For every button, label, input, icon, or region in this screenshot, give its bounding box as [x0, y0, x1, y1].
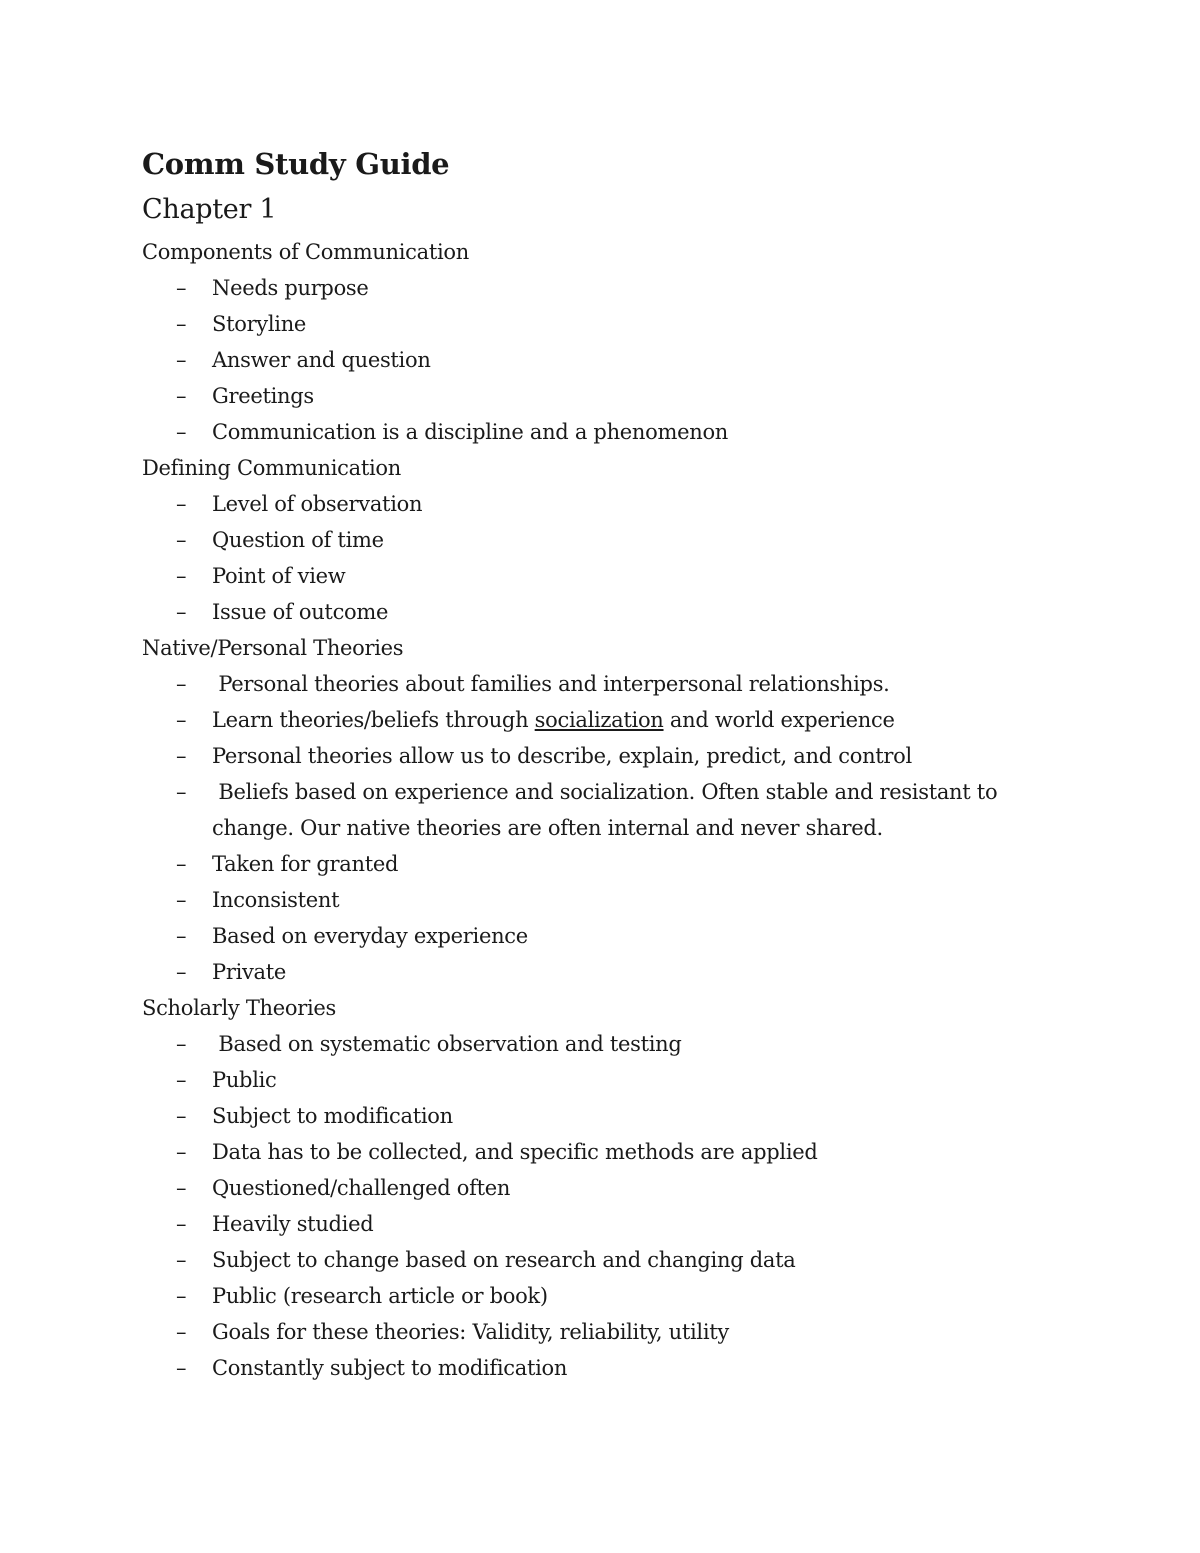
- list-item-text: Point of view: [212, 564, 346, 588]
- dash-bullet: –: [176, 312, 187, 336]
- list-item: [142, 774, 1012, 846]
- list-item: [142, 738, 1012, 774]
- dash-bullet: –: [176, 924, 187, 948]
- list-item: [142, 378, 1012, 414]
- list-item: [142, 270, 1012, 306]
- dash-bullet: –: [176, 672, 187, 696]
- dash-bullet: –: [176, 348, 187, 372]
- list-item-text: Constantly subject to modification: [212, 1356, 568, 1380]
- defining-list: [142, 486, 1042, 630]
- list-item-text: Question of time: [212, 528, 384, 552]
- list-item-text: Answer and question: [212, 348, 431, 372]
- document-page: [142, 142, 1042, 1386]
- list-item-text: Level of observation: [212, 492, 423, 516]
- scholarly-list: [142, 1026, 1042, 1386]
- dash-bullet: –: [176, 1104, 187, 1128]
- list-item: [142, 1062, 1012, 1098]
- list-item: [142, 1278, 1012, 1314]
- list-item-text: Personal theories about families and interpersonal relationships.: [212, 672, 890, 696]
- dash-bullet: –: [176, 888, 187, 912]
- list-item-text: Personal theories allow us to describe, explain, predict, and control: [212, 744, 912, 768]
- list-item-text: Greetings: [212, 384, 314, 408]
- list-item-text: Based on everyday experience: [212, 924, 528, 948]
- dash-bullet: –: [176, 1212, 187, 1236]
- dash-bullet: –: [176, 384, 187, 408]
- list-item: [142, 954, 1012, 990]
- dash-bullet: –: [176, 1248, 187, 1272]
- list-item: [142, 882, 1012, 918]
- list-item: [142, 594, 1012, 630]
- dash-bullet: –: [176, 1068, 187, 1092]
- list-item: [142, 1026, 1012, 1062]
- dash-bullet: –: [176, 528, 187, 552]
- list-item: [142, 702, 1012, 738]
- document-title: Comm Study Guide: [142, 147, 450, 181]
- chapter-heading: Chapter 1: [142, 194, 277, 225]
- dash-bullet: –: [176, 492, 187, 516]
- dash-bullet: –: [176, 1320, 187, 1344]
- dash-bullet: –: [176, 1032, 187, 1056]
- dash-bullet: –: [176, 1284, 187, 1308]
- list-item-text: Taken for granted: [212, 852, 399, 876]
- list-item: [142, 1134, 1012, 1170]
- list-item: [142, 846, 1012, 882]
- list-item-text: Heavily studied: [212, 1212, 374, 1236]
- list-item: [142, 1314, 1012, 1350]
- list-item-text: Based on systematic observation and testing: [212, 1032, 682, 1056]
- section-heading-defining: Defining Communication: [142, 456, 401, 480]
- list-item: [142, 558, 1012, 594]
- list-item: [142, 1242, 1012, 1278]
- list-item: [142, 1350, 1012, 1386]
- list-item: [142, 306, 1012, 342]
- list-item-text: Storyline: [212, 312, 307, 336]
- list-item-text: Subject to change based on research and changing data: [212, 1248, 796, 1272]
- dash-bullet: –: [176, 780, 187, 804]
- dash-bullet: –: [176, 1176, 187, 1200]
- list-item-text: Data has to be collected, and specific methods are applied: [212, 1140, 818, 1164]
- list-item-text: Beliefs based on experience and socialization. Often stable and resistant to change. Our native theories are often internal and never shared.: [212, 780, 1004, 840]
- list-item: [142, 666, 1012, 702]
- dash-bullet: –: [176, 1140, 187, 1164]
- list-item-text: Learn theories/beliefs through: [212, 708, 535, 732]
- dash-bullet: –: [176, 420, 187, 444]
- list-item-text: Private: [212, 960, 287, 984]
- dash-bullet: –: [176, 600, 187, 624]
- dash-bullet: –: [176, 276, 187, 300]
- list-item-text: and world experience: [663, 708, 895, 732]
- list-item: [142, 918, 1012, 954]
- section-heading-components: Components of Communication: [142, 240, 469, 264]
- list-item-text: Public: [212, 1068, 277, 1092]
- list-item: [142, 522, 1012, 558]
- list-item: [142, 1170, 1012, 1206]
- list-item: [142, 1206, 1012, 1242]
- components-list: [142, 270, 1042, 450]
- list-item-text: Inconsistent: [212, 888, 340, 912]
- section-heading-scholarly: Scholarly Theories: [142, 996, 337, 1020]
- dash-bullet: –: [176, 1356, 187, 1380]
- list-item-text: Needs purpose: [212, 276, 369, 300]
- list-item: [142, 486, 1012, 522]
- dash-bullet: –: [176, 960, 187, 984]
- list-item-text: Goals for these theories: Validity, reliability, utility: [212, 1320, 729, 1344]
- dash-bullet: –: [176, 852, 187, 876]
- underlined-term: socialization: [534, 708, 664, 732]
- list-item-text: Public (research article or book): [212, 1284, 548, 1308]
- list-item: [142, 1098, 1012, 1134]
- dash-bullet: –: [176, 744, 187, 768]
- dash-bullet: –: [176, 564, 187, 588]
- list-item-text: Subject to modification: [212, 1104, 453, 1128]
- list-item-text: Issue of outcome: [212, 600, 389, 624]
- native-list: [142, 666, 1042, 990]
- list-item: [142, 414, 1012, 450]
- list-item-text: Communication is a discipline and a phenomenon: [212, 420, 729, 444]
- dash-bullet: –: [176, 708, 187, 732]
- list-item: [142, 342, 1012, 378]
- section-heading-native: Native/Personal Theories: [142, 636, 404, 660]
- list-item-text: Questioned/challenged often: [212, 1176, 511, 1200]
